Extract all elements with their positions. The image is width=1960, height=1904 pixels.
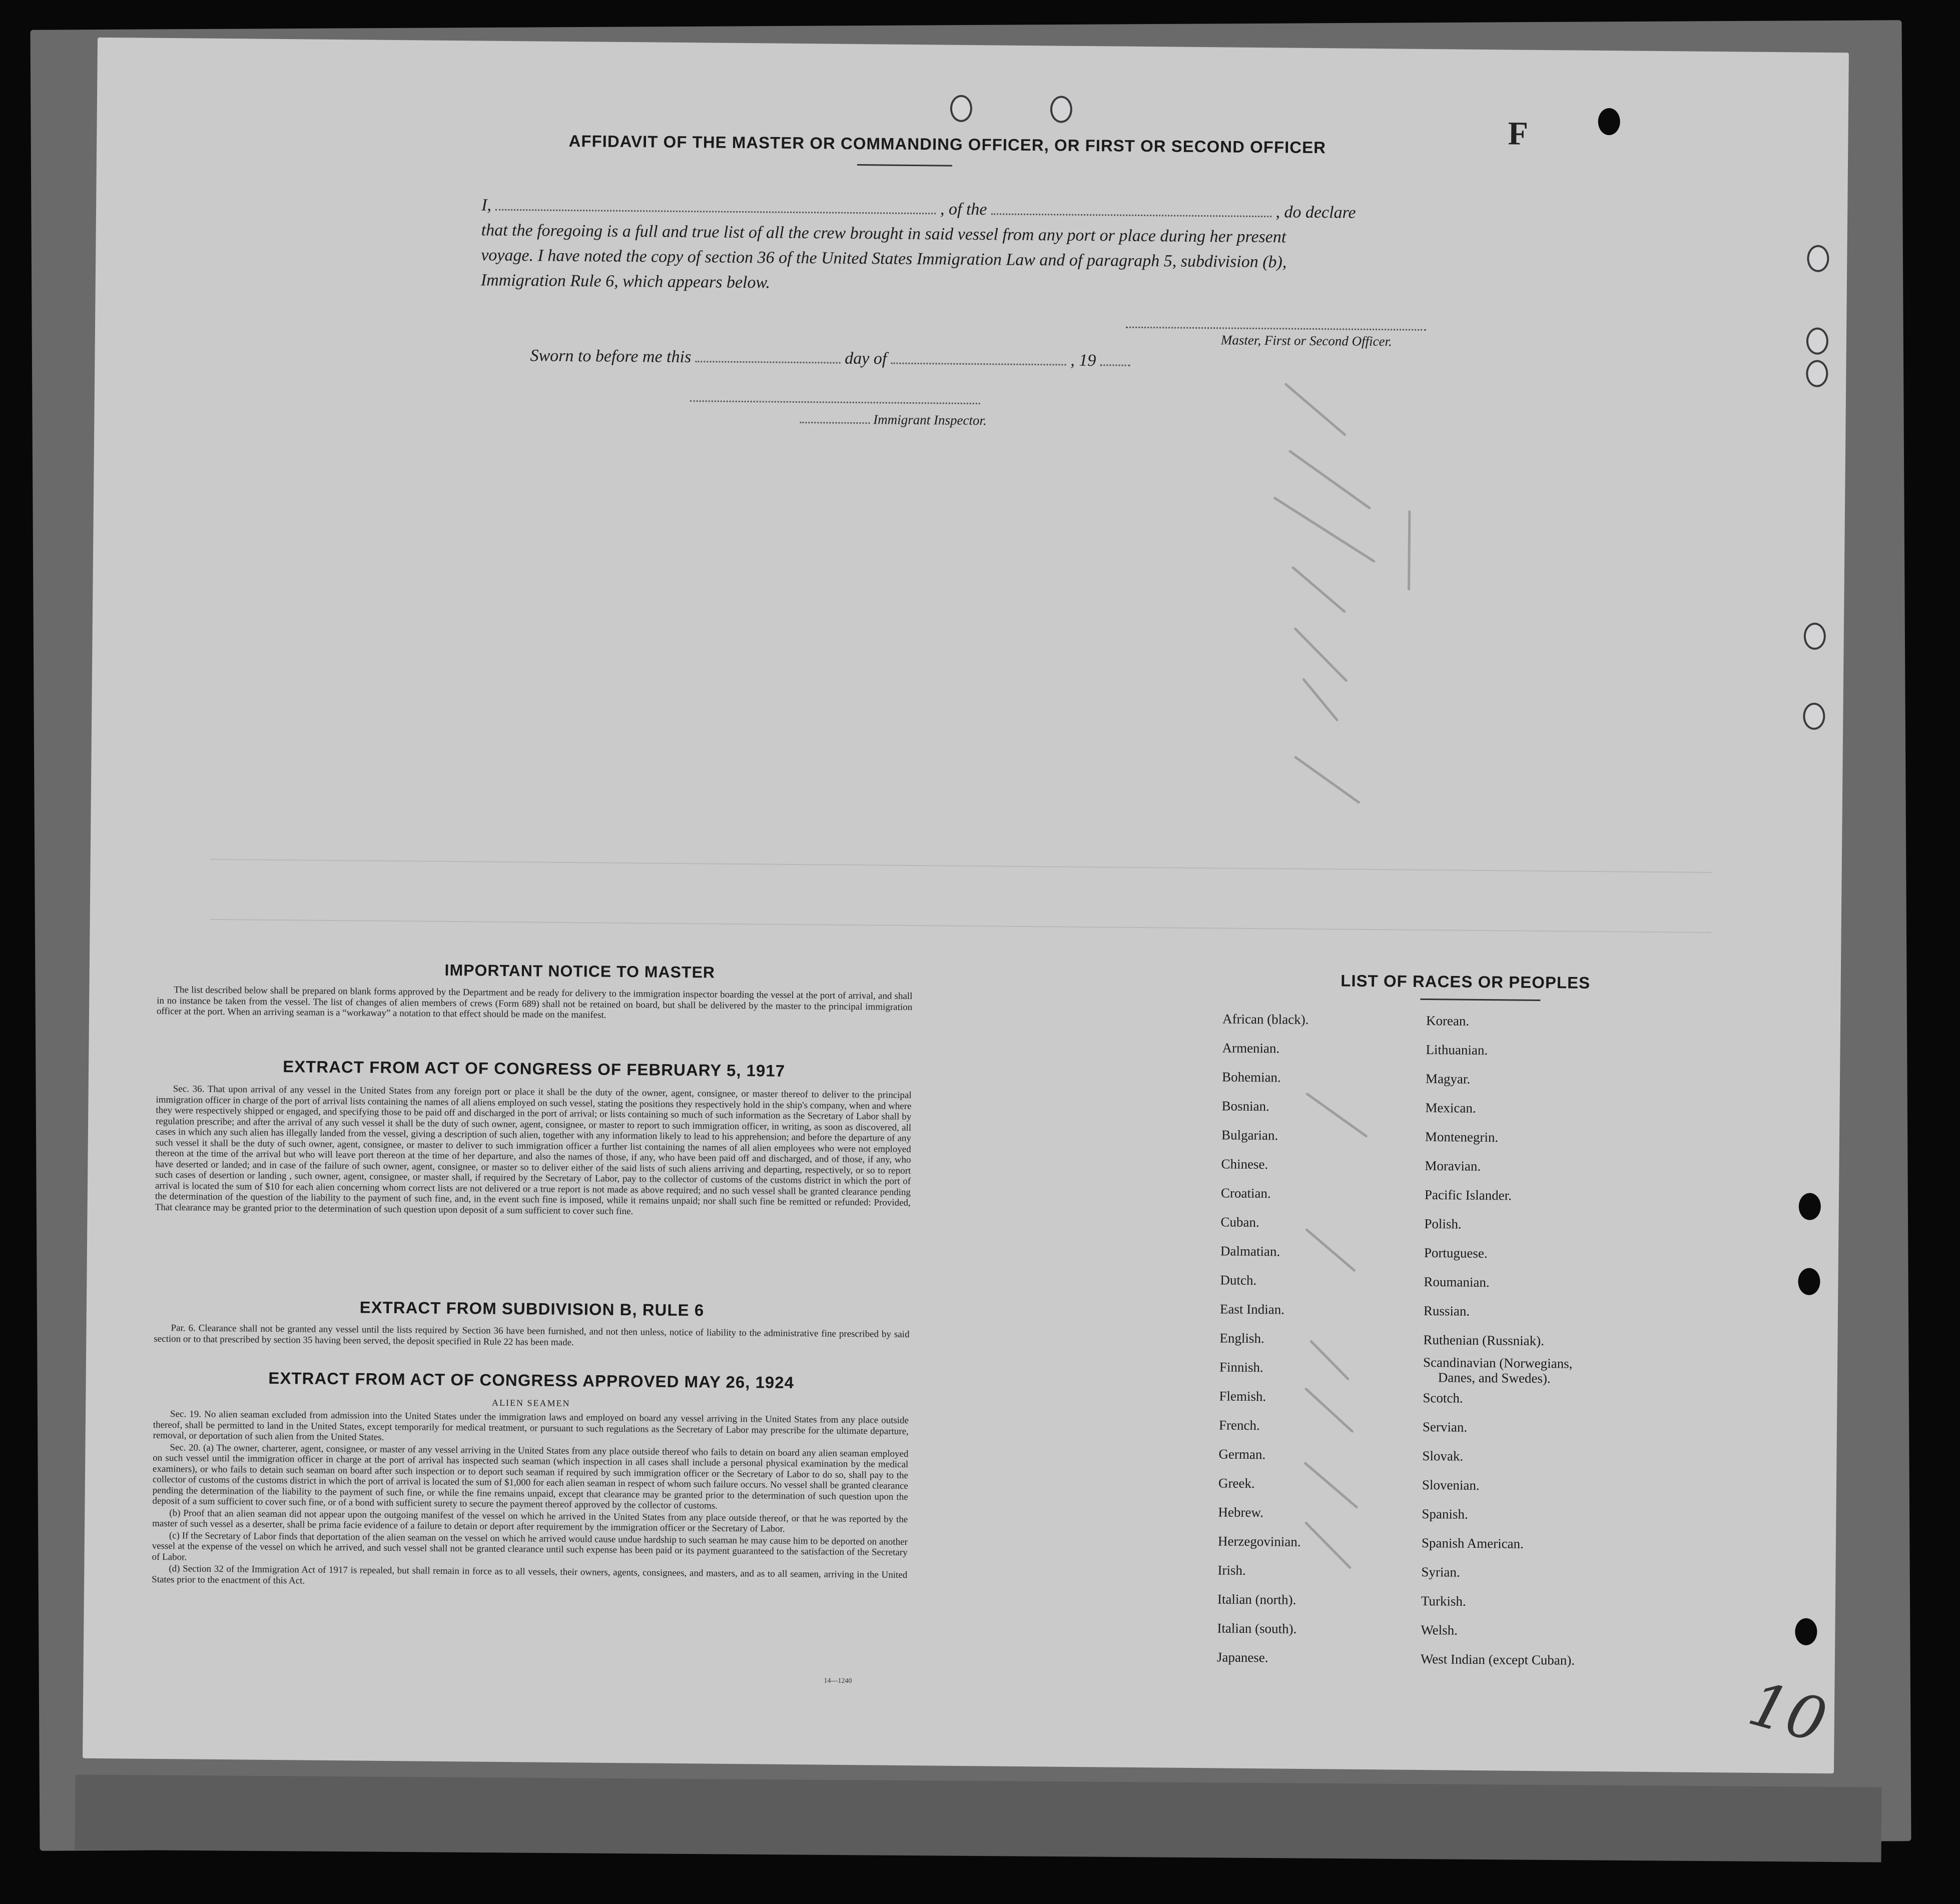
race-item: Flemish.	[1219, 1388, 1266, 1404]
extract-1924-text	[152, 1409, 909, 1592]
race-item: Scotch.	[1423, 1390, 1463, 1406]
notice-title: IMPORTANT NOTICE TO MASTER	[444, 961, 716, 982]
extract-1924-title: EXTRACT FROM ACT OF CONGRESS APPROVED MAY 26, 1924	[268, 1368, 795, 1392]
race-item: Ruthenian (Russniak).	[1423, 1332, 1545, 1349]
pen-stroke	[1303, 1462, 1359, 1509]
race-item: Welsh.	[1421, 1622, 1458, 1638]
pen-stroke	[1408, 510, 1411, 590]
race-item: English.	[1219, 1330, 1264, 1346]
race-item: Bulgarian.	[1221, 1127, 1278, 1143]
races-title: LIST OF RACES OR PEOPLES	[1341, 971, 1591, 992]
race-item: Italian (south).	[1217, 1620, 1297, 1636]
sworn-line	[530, 346, 1130, 370]
form-number: 14—1240	[824, 1677, 852, 1685]
day-blank	[696, 348, 841, 364]
race-item: Slovenian.	[1422, 1477, 1480, 1493]
punch-hole	[1807, 245, 1829, 272]
year-label: , 19	[1070, 351, 1096, 370]
race-item: Portuguese.	[1424, 1245, 1488, 1261]
extract-1917-text: Sec. 36. That upon arrival of any vessel in the United States from any foreign port or place it shall be the duty of the owner, agent, consignee, or master thereof to deliver to the principal immigration officer in charge of the port of arrival lists containing the names of all aliens employed on such vessel, stating the positions they respectively hold in the ship's company, when and where they were respectively shipped or engaged, and specifying those to be paid off and discharged in the port of arrival; or lists containing so much of such information as the Secretary of Labor shall by regulation prescribe; and after the arrival of any such vessel it shall be the duty of such owner, agent, consignee, or master to report to such immigration officer, in writing, as soon as discovered, all cases in which any such alien has illegally landed from the vessel, giving a description of such alien, together with any information likely to lead to his apprehension; and before the departure of any such vessel it shall be the duty of such owner, agent, consignee, or master to deliver to such immigration officer a further list containing the names of all alien employees who were not employed thereon at the time of the arrival but who will leave port thereon at the time of her departure, and also the names of those, if any, who have been paid off and discharged, and of those, if any, who have deserted or landed; and in case of the failure of such owner, agent, consignee, or master so to deliver either of the said lists of such aliens arriving and departing, respectively, or so to report such cases of desertion or landing , such owner, agent, consignee, or master shall, if required by the Secretary of Labor, pay to the collector of customs of the customs district in which the port of arrival is located the sum of $10 for each alien concerning whom correct lists are not delivered or a true report is not made as above required; and no such vessel shall be granted clearance pending the determination of the question of the liability to the payment of such fine, and, in the event such fine is imposed, while it remains unpaid; nor shall such fine be remitted or refunded: Provided, That clearance may be granted prior to the determination of such question upon deposit of a sum sufficient to cover such fine.	[155, 1084, 912, 1217]
race-item: Croatian.	[1220, 1185, 1271, 1201]
race-item: Armenian.	[1222, 1040, 1280, 1056]
ghost-rule	[210, 919, 1711, 933]
race-item: Dalmatian.	[1220, 1243, 1280, 1259]
race-item: Bohemian.	[1221, 1069, 1281, 1085]
pen-stroke	[1305, 1228, 1356, 1272]
extract-rule6-title: EXTRACT FROM SUBDIVISION B, RULE 6	[359, 1298, 705, 1320]
race-item: Russian.	[1423, 1303, 1470, 1319]
race-item: Bosnian.	[1221, 1098, 1269, 1114]
pen-stroke	[1284, 383, 1347, 437]
underlying-sheet-edge	[75, 1774, 1882, 1862]
of-the-label: , of the	[940, 200, 987, 219]
pen-stroke	[1294, 755, 1361, 804]
affidavit-title: AFFIDAVIT OF THE MASTER OR COMMANDING OFFICER, OR FIRST OR SECOND OFFICER	[568, 132, 1327, 157]
race-item: French.	[1218, 1417, 1260, 1433]
race-item: Finnish.	[1219, 1359, 1263, 1375]
race-item: Servian.	[1422, 1419, 1468, 1435]
race-item: West Indian (except Cuban).	[1420, 1651, 1575, 1668]
pen-stroke	[1288, 450, 1372, 510]
sec-20c-paragraph: (c) If the Secretary of Labor finds that deportation of the alien seaman on the vessel on which he arrived would cause undue hardship to such seaman he may cause him to be deported on another vessel at the expense of the vessel on which he arrived, and such vessel shall not be granted clearance until such expense has been paid or its payment guaranteed to the satisfaction of the Secretary of Labor.	[152, 1530, 908, 1562]
name-blank	[495, 196, 936, 215]
race-item: German.	[1218, 1446, 1266, 1462]
race-item: Greek.	[1218, 1475, 1255, 1491]
declaration-line-4: Immigration Rule 6, which appears below.	[480, 271, 771, 292]
sworn-label: Sworn to before me this	[530, 346, 692, 367]
race-item: Slovak.	[1422, 1448, 1464, 1464]
sec-20a-paragraph: Sec. 20. (a) The owner, charterer, agent, consignee, or master of any vessel arriving in the United States from any place outside thereof who fails to detain on board any alien seaman employed on such vessel until the immigration officer in charge at the port of arrival has inspected such seaman (which inspection in all cases shall include a personal physical examination by the medical examiners), or who fails to detain such seaman on board after such inspection or to deport such seaman if required by such immigration officer or the Secretary of Labor to do so, shall pay to the collector of customs of the customs district in which the port of arrival is located the sum of $1,000 for each alien seaman in respect of whom such failure occurs. No vessel shall be granted clearance pending the determination of the liability to the payment of such fine, or while the fine remains unpaid, except that clearance may be granted prior to the determination of such question upon the deposit of a sum sufficient to cover such fine, or of a bond with sufficient surety to secure the payment thereof approved by the collector of customs.	[152, 1442, 909, 1511]
race-item: Mexican.	[1425, 1100, 1476, 1116]
punch-hole	[1798, 1268, 1820, 1295]
race-item: Turkish.	[1421, 1593, 1466, 1609]
month-blank	[891, 350, 1066, 366]
declaration-line-3: voyage. I have noted the copy of section 36 of the United States Immigration Law and of paragraph 5, subdivision (b),	[481, 246, 1287, 272]
race-item: Magyar.	[1425, 1071, 1471, 1087]
alien-seamen-subtitle: ALIEN SEAMEN	[491, 1397, 570, 1409]
race-item: Syrian.	[1421, 1564, 1460, 1580]
master-caption: Master, First or Second Officer.	[1220, 332, 1392, 349]
punch-hole	[1050, 96, 1072, 123]
i-label: I,	[481, 196, 492, 215]
pen-stroke	[1310, 1340, 1350, 1381]
extract-rule6-text: Par. 6. Clearance shall not be granted any vessel until the lists required by Section 36 have been furnished, and not then unless, notice of liability to the administrative fine prescribed by said section or to that prescribed by section 35 having been served, the deposit specified in Rule 22 has been made.	[154, 1323, 910, 1348]
day-of-label: day of	[845, 349, 887, 368]
heading-divider	[1420, 999, 1540, 1001]
inspector-signature-line	[690, 400, 980, 404]
inspector-dots	[800, 413, 870, 424]
pen-stroke	[1304, 1387, 1354, 1433]
ghost-rule	[211, 859, 1712, 873]
race-item: Spanish.	[1422, 1506, 1468, 1522]
race-item: Irish.	[1217, 1562, 1246, 1578]
declaration-line-1	[481, 196, 1356, 223]
race-item: Montenegrin.	[1425, 1129, 1499, 1145]
sec-20d-paragraph: (d) Section 32 of the Immigration Act of 1917 is repealed, but shall remain in force as to all vessels, their owners, agents, consignees, and masters, and as to all seamen, arriving in the United States prior to the enactment of this Act.	[152, 1563, 908, 1586]
sec-20b-paragraph: (b) Proof that an alien seaman did not appear upon the outgoing manifest of the vessel on which he arrived in the United States from any place outside thereof, or that he was reported by the master of such vessel as a deserter, shall be prima facie evidence of a failure to detain or deport after requirement by the immigration officer or the Secretary of Labor.	[152, 1507, 908, 1534]
vessel-blank	[991, 200, 1271, 217]
corner-letter: F	[1508, 115, 1529, 152]
race-item: Herzegovinian.	[1217, 1533, 1301, 1549]
document-page	[83, 38, 1849, 1773]
race-item-continuation: Danes, and Swedes).	[1438, 1370, 1551, 1386]
inspector-caption: Immigrant Inspector.	[800, 411, 986, 428]
race-item: Japanese.	[1216, 1649, 1268, 1665]
notice-text: The list described below shall be prepared on blank forms approved by the Department and be ready for delivery to the immigration inspector boarding the vessel at the port of arrival, and shall in no instance be taken from the vessel. The list of changes of alien members of crews (Form 689) shall not be retained on board, but shall be delivered by the master to the principal immigration officer at the port. When an arriving seaman is a “workaway” a notation to that effect should be made on the manifest.	[157, 985, 913, 1021]
do-declare-label: , do declare	[1275, 203, 1356, 222]
punch-hole	[1806, 360, 1828, 387]
race-item: Chinese.	[1221, 1156, 1268, 1172]
extract-1917-title: EXTRACT FROM ACT OF CONGRESS OF FEBRUARY 5, 1917	[283, 1057, 786, 1080]
race-item: Lithuanian.	[1426, 1042, 1488, 1058]
pen-stroke	[1293, 627, 1348, 682]
punch-hole	[1799, 1193, 1821, 1220]
race-item: Spanish American.	[1421, 1535, 1524, 1551]
pen-stroke	[1291, 566, 1347, 613]
pen-stroke	[1304, 1521, 1352, 1569]
master-signature-line	[1126, 327, 1426, 331]
punch-hole	[1806, 328, 1828, 355]
race-item: Hebrew.	[1218, 1504, 1264, 1520]
race-item: Dutch.	[1220, 1272, 1257, 1288]
race-item: Italian (north).	[1217, 1591, 1296, 1607]
punch-hole	[1795, 1618, 1817, 1645]
pen-stroke	[1302, 678, 1339, 722]
handwritten-page-number: 10	[1741, 1669, 1834, 1757]
punch-hole	[1803, 703, 1825, 730]
punch-hole	[1804, 623, 1826, 650]
pen-stroke	[1273, 496, 1376, 563]
race-item: East Indian.	[1219, 1301, 1285, 1317]
sec-19-paragraph: Sec. 19. No alien seaman excluded from admission into the United States under the immigration laws and employed on board any vessel arriving in the United States from any place outside thereof, shall be permitted to land in the United States, except temporarily for medical treatment, or pursuant to such regulations as the Secretary of Labor may prescribe for the ultimate departure, removal, or deportation of such alien from the United States.	[153, 1409, 909, 1443]
pen-stroke	[1305, 1092, 1368, 1138]
year-blank	[1100, 351, 1130, 366]
race-item: Polish.	[1424, 1216, 1462, 1232]
race-item: Pacific Islander.	[1424, 1187, 1512, 1203]
declaration-line-2: that the foregoing is a full and true list of all the crew brought in said vessel from any port or place during her present	[481, 221, 1286, 247]
race-item: Korean.	[1426, 1013, 1470, 1029]
punch-hole	[1598, 108, 1620, 135]
punch-hole	[950, 95, 972, 122]
race-item: Scandinavian (Norwegians,	[1423, 1355, 1573, 1371]
race-item: Moravian.	[1425, 1158, 1481, 1174]
race-item: Cuban.	[1220, 1214, 1259, 1230]
race-item: African (black).	[1222, 1011, 1309, 1027]
race-item: Roumanian.	[1424, 1274, 1490, 1290]
heading-divider	[857, 164, 952, 167]
